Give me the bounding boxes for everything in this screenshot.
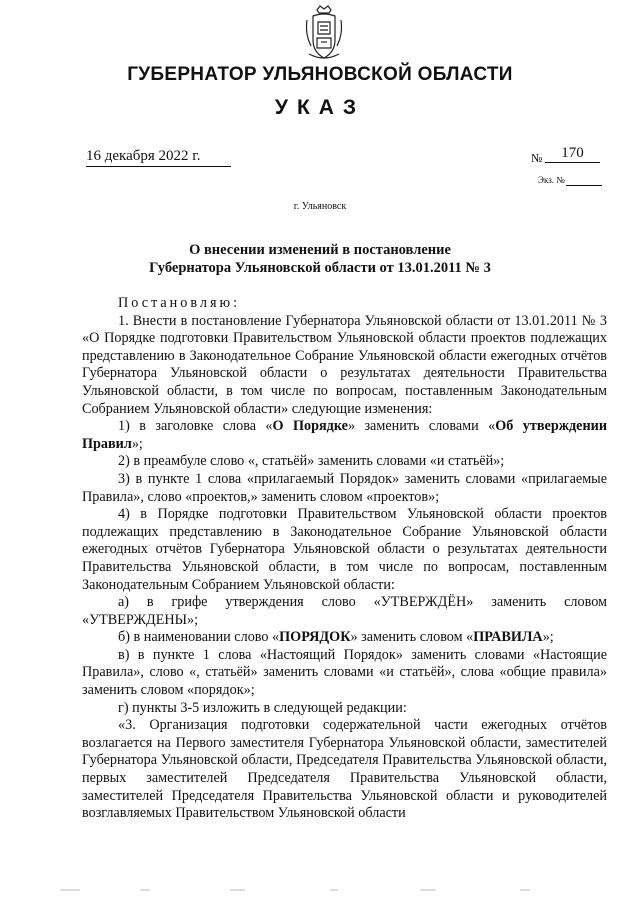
document-heading <box>0 241 640 277</box>
text-fragment: »; <box>131 435 143 452</box>
number-label: № <box>531 151 543 165</box>
paragraph-item-g: г) пункты 3-5 изложить в следующей редакции: <box>118 699 407 716</box>
text-fragment: »; <box>542 629 554 646</box>
text-fragment: б) в наименовании слово « <box>118 629 280 646</box>
paragraph-item-1 <box>82 418 607 453</box>
bold-fragment: О Порядке <box>272 418 348 435</box>
paragraph-item-a: а) в грифе утверждения слово «УТВЕРЖДЁН» заменить словом «УТВЕРЖДЕНЫ»; <box>82 594 607 628</box>
paragraph-resolve: Постановляю: <box>118 295 241 311</box>
authority-title: ГУБЕРНАТОР УЛЬЯНОВСКОЙ ОБЛАСТИ <box>127 64 513 85</box>
heading-line-1: О внесении изменений в постановление <box>189 242 451 258</box>
document-number: 170 <box>545 145 600 163</box>
document-body <box>82 295 607 823</box>
text-fragment: » заменить словами « <box>347 418 496 435</box>
paragraph-1: 1. Внести в постановление Губернатора Ульяновской области от 13.01.2011 № 3 «О Порядке подготовки Правительством Ульяновской области проектов подлежащих представлению в Законодательное Собрание Ульяновской области ежегодных отчётов Губернатора Ульяновской области о результатах деятельности Правительства Ульяновской области, в том числе по вопросам, поставленным Законодательным Собранием Ульяновской области» следующие изменения: <box>82 312 607 417</box>
coat-of-arms-icon <box>303 4 345 62</box>
city: г. Ульяновск <box>293 201 347 212</box>
bold-fragment: ПРАВИЛА <box>473 629 543 646</box>
heading-line-2: Губернатора Ульяновской области от 13.01.2011 № 3 <box>149 260 491 276</box>
text-fragment: » заменить словом « <box>350 629 474 646</box>
paragraph-item-v: в) в пункте 1 слова «Настоящий Порядок» заменить словами «Настоящие Правила», слово «, статьёй» заменить словами «и статьёй», слова «общие правила» заменить словом «порядок»; <box>82 646 607 699</box>
document-type: УКАЗ <box>274 96 366 119</box>
bold-fragment: Об утверждении Правил <box>82 418 608 452</box>
paragraph-item-b <box>82 629 607 647</box>
paragraph-item-4: 4) в Порядке подготовки Правительством Ульяновской области проектов подлежащих представлению в Законодательное Собрание Ульяновской области ежегодных отчётов Губернатора Ульяновской области о результатах деятельности Правительства Ульяновской области, в том числе по вопросам, поставленным Законодательным Собранием Ульяновской области: <box>82 506 607 593</box>
text-fragment: 1) в заголовке слова « <box>118 418 273 435</box>
copy-number-label: Экз. № <box>538 175 565 185</box>
paragraph-new-point-3: «3. Организация подготовки содержательной части ежегодных отчётов возлагается на Первого заместителя Губернатора Ульяновской области, заместителей Губернатора Ульяновской области, Председателя Правительства Ульяновской области, первых заместителей Председателя Правительства Ульяновской области, заместителей Председателя Правительства Ульяновской области и руководителей возглавляемых Правительством Ульяновской области <box>82 717 607 822</box>
document-date: 16 декабря 2022 г. <box>86 148 231 167</box>
paragraph-item-3: 3) в пункте 1 слова «прилагаемый Порядок» заменить словами «прилагаемые Правила», слово «проектов,» заменить словом «проектов»; <box>82 470 607 505</box>
copy-number-line <box>566 185 602 186</box>
paragraph-item-2: 2) в преамбуле слово «, статьёй» заменить словами «и статьёй»; <box>118 453 505 470</box>
bold-fragment: ПОРЯДОК <box>279 629 351 646</box>
scan-edge-marks <box>0 888 640 892</box>
